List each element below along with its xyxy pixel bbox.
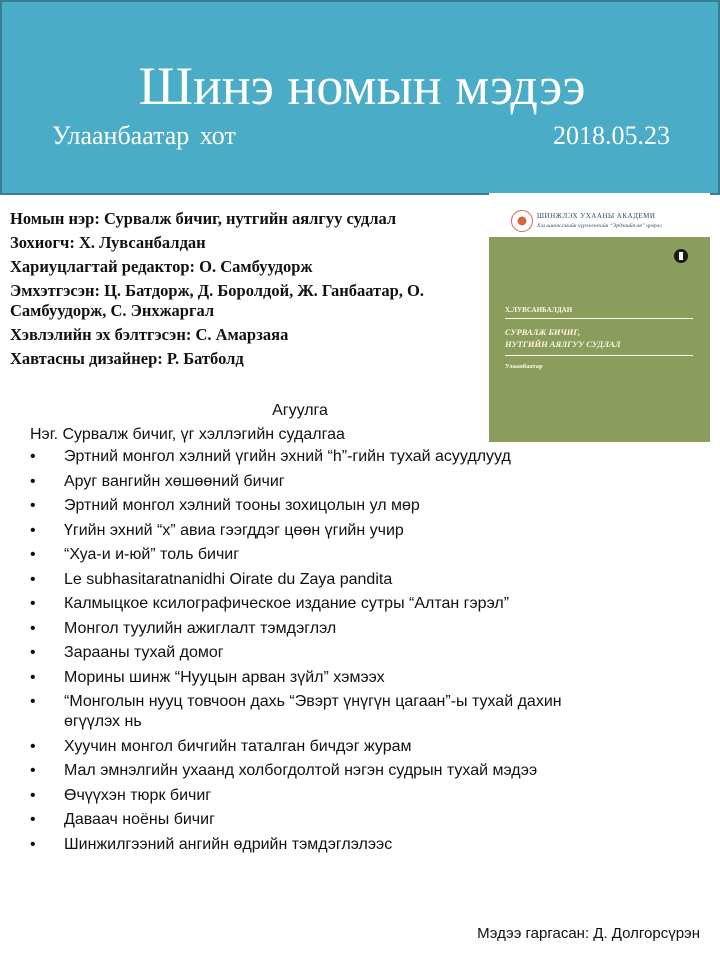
list-item-text: Шинжилгээний ангийн өдрийн тэмдэглэлээс (64, 835, 393, 853)
list-item (0, 668, 620, 688)
bullet-icon: • (30, 762, 36, 779)
list-item-text: Үгийн эхний “х” авиа гээгддэг цөөн үгийн учир (64, 521, 404, 539)
bullet-icon: • (30, 497, 36, 514)
list-item-text: Монгол туулийн ажиглалт тэмдэглэл (64, 619, 337, 637)
book-name: Номын нэр: Сурвалж бичиг, нутгийн аялгуу судлал (10, 209, 397, 228)
bullet-icon: • (30, 546, 36, 563)
bullet-icon: • (30, 472, 36, 490)
list-item-text: Le subhasitaratnanidhi Oirate du Zaya pandita (64, 570, 393, 588)
header-banner (0, 0, 720, 195)
book-editor: Хариуцлагтай редактор: О. Самбуудорж (10, 257, 313, 276)
bullet-icon: • (30, 668, 36, 686)
news-credit: Мэдээ гаргасан: Д. Долгорсүрэн (477, 925, 700, 942)
list-item (0, 496, 620, 516)
cover-academy: ШИНЖЛЭХ УХААНЫ АКАДЕМИ (537, 212, 656, 220)
date-label: 2018.05.23 (553, 121, 670, 150)
list-item-text: Калмыцкое ксилографическое издание сутры “Алтан гэрэл” (64, 595, 510, 612)
cover-rule (505, 355, 693, 356)
bullet-icon: • (30, 521, 36, 539)
contents-list (0, 447, 620, 859)
list-item-text: Эртний монгол хэлний тооны зохицолын ул мөр (64, 497, 420, 514)
bullet-icon: • (30, 786, 36, 804)
bullet-icon: • (30, 737, 36, 755)
cover-place: Улаанбаатар (505, 363, 543, 370)
list-item (0, 692, 564, 732)
academy-logo-icon (511, 210, 533, 232)
book-designer: Хавтасны дизайнер: Р. Батболд (10, 349, 244, 368)
bullet-icon: • (30, 595, 36, 612)
list-item (0, 594, 620, 614)
bullet-icon: • (30, 644, 36, 661)
list-item-text: Мал эмнэлгийн ухаанд холбогдолтой нэгэн судрын тухай мэдээ (64, 762, 538, 779)
list-item-text: Аруг вангийн хөшөөний бичиг (64, 472, 285, 490)
list-item (0, 786, 620, 806)
bullet-icon: • (30, 835, 36, 853)
book-author: Зохиогч: Х. Лувсанбалдан (10, 233, 206, 252)
bullet-icon: • (30, 619, 36, 637)
cover-title-line2: НУТГИЙН АЯЛГУУ СУДЛАЛ (505, 339, 621, 349)
cover-series: Хэл шинжлэлийн хүрээлэнгийн “Эрдэнийн ая” цуврал (537, 223, 662, 229)
list-item-text: “Монголын нууц товчоон дахь “Эвэрт үнүгүн цагаан”-ы тухай дахин өгүүлэх нь (64, 693, 562, 730)
cover-rule (505, 318, 693, 319)
bullet-icon: • (30, 693, 36, 710)
bullet-icon: • (30, 448, 36, 465)
list-item-text: Зарааны тухай домог (64, 644, 224, 661)
list-item-text: Эртний монгол хэлний үгийн эхний “h”-гийн тухай асуудлууд (64, 448, 511, 465)
list-item (0, 643, 620, 663)
bullet-icon: • (30, 811, 36, 828)
contents-part: Нэг. Сурвалж бичиг, үг хэллэгийн судалгаа (30, 426, 345, 443)
list-item (0, 447, 620, 467)
list-item (0, 545, 620, 565)
list-item (0, 761, 564, 781)
list-item (0, 619, 620, 639)
book-preparer: Хэвлэлийн эх бэлтгэсэн: С. Амарзаяа (10, 325, 289, 344)
cover-title-line1: СУРВАЛЖ БИЧИГ, (505, 327, 581, 337)
list-item-text: Хуучин монгол бичгийн таталган бичдэг журам (64, 737, 412, 755)
list-item-text: Өчүүхэн тюрк бичиг (64, 786, 212, 804)
list-item (0, 570, 620, 590)
list-item-text: Даваач ноёны бичиг (64, 811, 215, 828)
cover-author: Х.ЛУВСАНБАЛДАН (505, 306, 573, 314)
bullet-icon: • (30, 570, 36, 588)
book-info (10, 207, 485, 371)
book-cover-image (489, 193, 710, 442)
contents-heading: Агуулга (272, 402, 328, 419)
list-item-text: Морины шинж “Нууцын арван зүйл” хэмээх (64, 668, 385, 686)
list-item (0, 472, 620, 492)
book-compilers: Эмхэтгэсэн: Ц. Батдорж, Д. Боролдой, Ж. Ганбаатар, О. Самбуудорж, С. Энхжаргал (10, 281, 425, 320)
cover-emblem-icon (674, 249, 688, 263)
page-title: Шинэ номын мэдээ (138, 56, 586, 116)
list-item (0, 810, 620, 830)
list-item (0, 521, 620, 541)
cover-title (505, 326, 621, 350)
city-label: Улаанбаатар хот (52, 121, 236, 150)
list-item (0, 835, 620, 855)
list-item-text: “Хуа-и и-юй” толь бичиг (64, 546, 240, 563)
list-item (0, 737, 620, 757)
